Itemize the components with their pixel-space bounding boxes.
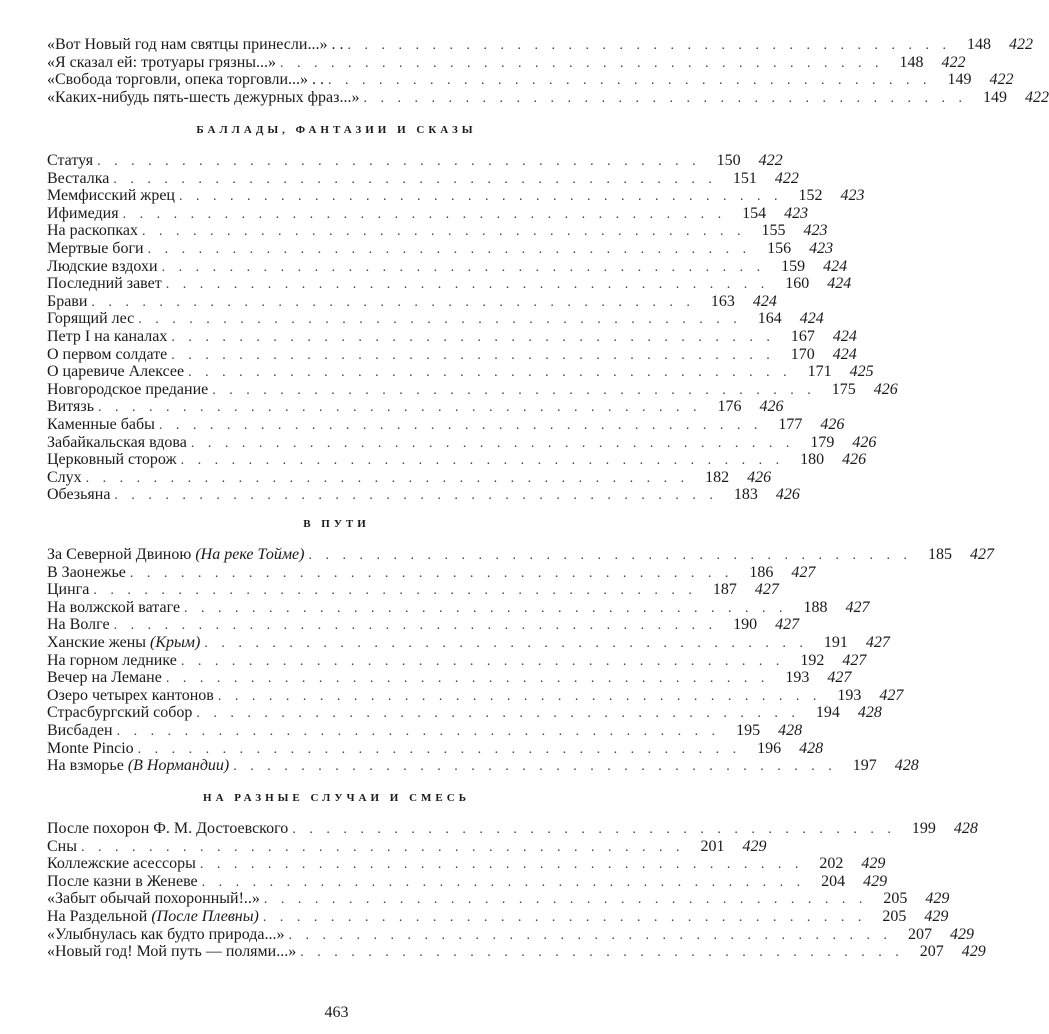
toc-entry <box>47 187 865 205</box>
entry-page: 196 <box>757 739 782 757</box>
entry-page: 150 <box>716 152 741 169</box>
entry-note-page: 422 <box>1024 88 1049 106</box>
leader-dots: . . . . . . . . . . . . . . . . . . . . . . . . . . . . . . . . . . . . <box>93 583 697 599</box>
entry-title: На горном леднике <box>47 651 177 669</box>
entry-title: На Раздельной (После Плевны) <box>47 907 259 925</box>
entry-page: 207 <box>919 943 944 961</box>
leader-dots: . . . . . . . . . . . . . . . . . . . . . . . . . . . . . . . . . . . . <box>179 189 783 205</box>
leader-dots: . . . . . . . . . . . . . . . . . . . . . . . . . . . . . . . . . . . . <box>199 857 804 873</box>
leader-dots: . . . . . . . . . . . . . . . . . . . . . . . . . . . . . . . . . . . . <box>98 400 702 416</box>
entry-page: 199 <box>911 820 936 837</box>
toc-entry <box>47 415 845 434</box>
entry-page: 171 <box>807 363 832 381</box>
entry-page: 159 <box>781 257 806 275</box>
entry-note-page: 424 <box>823 257 848 275</box>
entry-title: Брави <box>47 292 88 310</box>
entry-note-page: 427 <box>969 546 994 563</box>
entry-note-page: 422 <box>774 169 799 187</box>
entry-page: 201 <box>700 837 725 855</box>
entry-note-page: 426 <box>852 433 877 451</box>
entry-note-page: 427 <box>879 686 904 704</box>
entry-note-page: 424 <box>827 275 852 293</box>
toc-entry <box>47 310 824 328</box>
entry-page: 176 <box>717 398 742 416</box>
entry-note-page: 426 <box>820 415 845 433</box>
entry-title: «Я сказал ей: тротуары грязны...» <box>47 53 277 71</box>
entry-page: 155 <box>761 222 786 240</box>
leader-dots: . . . . . . . . . . . . . . . . . . . . . . . . . . . . . . . . . . . . <box>180 453 785 469</box>
toc-entry <box>47 398 784 416</box>
entry-note-page: 423 <box>803 222 828 240</box>
toc-entry <box>47 704 882 722</box>
toc-entry <box>47 757 919 775</box>
entry-page: 164 <box>757 310 782 328</box>
entry-title: Весталка <box>47 169 110 187</box>
toc-entry <box>47 669 852 687</box>
entry-title: После казни в Женеве <box>47 872 198 890</box>
entry-title: Витязь <box>47 398 94 416</box>
leader-dots: . . . . . . . . . . . . . . . . . . . . . . . . . . . . . . . . . . . . <box>171 347 775 363</box>
section-heading: НА РАЗНЫЕ СЛУЧАИ И СМЕСЬ <box>203 792 470 804</box>
toc-entry <box>47 275 852 293</box>
entry-title: «Каких-нибудь пять-шесть дежурных фраз...» <box>47 88 360 106</box>
entry-note-page: 422 <box>758 152 783 169</box>
leader-dots: . . . . . . . . . . . . . . . . . . . . . . . . . . . . . . . . . . . . <box>233 759 837 775</box>
toc-entry <box>47 53 966 72</box>
leader-dots: . . . . . . . . . . . . . . . . . . . . . . . . . . . . . . . . . . . . <box>308 548 912 563</box>
leader-dots: . . . . . . . . . . . . . . . . . . . . . . . . . . . . . . . . . . . . <box>180 653 785 669</box>
entry-page: 160 <box>785 275 810 293</box>
entry-title: Monte Pincio <box>47 739 134 757</box>
toc-entry <box>47 855 886 873</box>
entry-note-page: 428 <box>857 704 882 722</box>
entry-page: 190 <box>733 616 758 634</box>
toc-entry <box>47 451 867 469</box>
entry-title: Новгородское предание <box>47 380 209 398</box>
entry-title: Коллежские асессоры <box>47 855 196 873</box>
toc-entry <box>47 71 1014 89</box>
entry-title: Последний завет <box>47 275 162 293</box>
entry-page: 180 <box>800 451 825 469</box>
entry-title: Церковный сторож <box>47 451 177 469</box>
toc-entry <box>47 169 799 188</box>
leader-dots: . . . . . . . . . . . . . . . . . . . . . . . . . . . . . . . . . . . . <box>217 688 822 704</box>
entry-page: 175 <box>831 380 856 398</box>
entry-note-page: 422 <box>1008 36 1033 53</box>
entry-note-page: 426 <box>842 451 867 469</box>
leader-dots: . . . . . . . . . . . . . . . . . . . . . . . . . . . . . . . . . . . . <box>142 224 746 240</box>
leader-dots: . . . . . . . . . . . . . . . . . . . . . . . . . . . . . . . . . . . . <box>292 822 896 837</box>
entry-note-page: 424 <box>832 327 857 345</box>
leader-dots: . . . . . . . . . . . . . . . . . . . . . . . . . . . . . . . . . . . . <box>212 382 816 398</box>
entry-note-page: 427 <box>775 616 800 634</box>
entry-page: 170 <box>790 345 815 363</box>
section-heading: БАЛЛАДЫ, ФАНТАЗИИ И СКАЗЫ <box>196 124 477 136</box>
entry-page: 205 <box>883 890 908 908</box>
leader-dots: . . . . . . . . . . . . . . . . . . . . . . . . . . . . . . . . . . . . <box>190 435 795 451</box>
toc-entry <box>47 837 767 856</box>
entry-page: 194 <box>815 704 840 722</box>
entry-page: 205 <box>882 907 907 925</box>
entry-title: После похорон Ф. М. Достоевского <box>47 820 289 837</box>
toc-entry <box>47 581 779 599</box>
leader-dots: . . . . . . . . . . . . . . . . . . . . . . . . . . . . . . . . . . . . <box>188 365 792 381</box>
entry-note-page: 423 <box>840 187 865 205</box>
entry-note-page: 428 <box>894 757 919 775</box>
leader-dots: . . . . . . . . . . . . . . . . . . . . . . . . . . . . . . . . . . . . <box>347 38 951 53</box>
entry-page: 179 <box>810 433 835 451</box>
entry-title: Людские вздохи <box>47 257 158 275</box>
leader-dots: . . . . . . . . . . . . . . . . . . . . . . . . . . . . . . . . . . . . <box>91 294 695 310</box>
leader-dots: . . . . . . . . . . . . . . . . . . . . . . . . . . . . . . . . . . . . <box>161 259 766 275</box>
entry-title: Озеро четырех кантонов <box>47 686 214 704</box>
toc-entry <box>47 257 848 276</box>
leader-dots: . . . . . . . . . . . . . . . . . . . . . . . . . . . . . . . . . . . . <box>204 635 808 651</box>
entry-note-page: 426 <box>759 398 784 416</box>
leader-dots: . . . . . . . . . . . . . . . . . . . . . . . . . . . . . . . . . . . . <box>129 565 734 581</box>
leader-dots: . . . . . . . . . . . . . . . . . . . . . . . . . . . . . . . . . . . . <box>328 73 932 89</box>
leader-dots: . . . . . . . . . . . . . . . . . . . . . . . . . . . . . . . . . . . . <box>165 671 770 687</box>
entry-note-page: 429 <box>861 855 886 873</box>
entry-page: 177 <box>778 415 803 433</box>
leader-dots: . . . . . . . . . . . . . . . . . . . . . . . . . . . . . . . . . . . . <box>80 839 685 855</box>
leader-dots: . . . . . . . . . . . . . . . . . . . . . . . . . . . . . . . . . . . . <box>196 706 800 722</box>
toc-entry <box>47 890 950 908</box>
toc-entry <box>47 292 777 311</box>
section-heading: В ПУТИ <box>303 518 370 530</box>
entry-page: 154 <box>742 204 767 222</box>
entry-page: 197 <box>852 757 877 775</box>
toc-entry <box>47 633 890 652</box>
entry-title: Мемфисский жрец <box>47 187 175 205</box>
leader-dots: . . . . . . . . . . . . . . . . . . . . . . . . . . . . . . . . . . . . <box>184 600 788 616</box>
entry-note-page: 429 <box>742 837 767 855</box>
entry-page: 186 <box>749 563 774 581</box>
entry-page: 193 <box>785 669 810 687</box>
entry-page: 185 <box>927 546 952 563</box>
entry-page: 183 <box>733 486 758 504</box>
leader-dots: . . . . . . . . . . . . . . . . . . . . . . . . . . . . . . . . . . . . <box>97 154 701 169</box>
entry-subtitle: (В Нормандии) <box>127 757 230 775</box>
toc-section-continued <box>47 36 1049 106</box>
entry-page: 149 <box>982 88 1007 106</box>
toc-entry <box>47 820 978 838</box>
entry-note-page: 429 <box>925 890 950 908</box>
entry-page: 207 <box>908 925 932 943</box>
entry-title: «Вот Новый год нам святцы принесли...» . . <box>47 36 344 53</box>
entry-note-page: 422 <box>989 71 1014 89</box>
leader-dots: . . . . . . . . . . . . . . . . . . . . . . . . . . . . . . . . . . . . <box>363 90 967 106</box>
toc-entry <box>47 872 888 891</box>
leader-dots: . . . . . . . . . . . . . . . . . . . . . . . . . . . . . . . . . . . . <box>165 277 770 293</box>
toc-entry <box>47 651 867 670</box>
page-number: 463 <box>324 1004 349 1021</box>
entry-page: 151 <box>732 169 757 187</box>
entry-title: О царевиче Алексее <box>47 363 185 381</box>
entry-title: Забайкальская вдова <box>47 433 187 451</box>
leader-dots: . . . . . . . . . . . . . . . . . . . . . . . . . . . . . . . . . . . . <box>288 927 892 943</box>
entry-title: Петр I на каналах <box>47 327 168 345</box>
toc-entry <box>47 598 870 617</box>
entry-page: 195 <box>736 721 761 739</box>
entry-note-page: 424 <box>752 292 777 310</box>
toc-entry <box>47 222 828 240</box>
toc-section-miscellany <box>47 820 986 961</box>
toc-entry <box>47 88 1049 107</box>
leader-dots: . . . . . . . . . . . . . . . . . . . . . . . . . . . . . . . . . . . . <box>158 417 763 433</box>
entry-title: Сны <box>47 837 77 855</box>
entry-title: Мертвые боги <box>47 239 144 257</box>
leader-dots: . . . . . . . . . . . . . . . . . . . . . . . . . . . . . . . . . . . . <box>114 488 718 504</box>
leader-dots: . . . . . . . . . . . . . . . . . . . . . . . . . . . . . . . . . . . . <box>262 909 867 925</box>
entry-subtitle: (После Плевны) <box>151 907 259 925</box>
entry-note-page: 428 <box>778 721 803 739</box>
entry-page: 163 <box>710 292 735 310</box>
entry-title: Висбаден <box>47 721 113 739</box>
entry-title: На раскопках <box>47 222 139 240</box>
toc-entry <box>47 546 994 564</box>
leader-dots: . . . . . . . . . . . . . . . . . . . . . . . . . . . . . . . . . . . . <box>300 945 904 961</box>
leader-dots: . . . . . . . . . . . . . . . . . . . . . . . . . . . . . . . . . . . . <box>263 892 868 908</box>
entry-page: 182 <box>705 468 730 486</box>
entry-note-page: 426 <box>775 486 800 504</box>
entry-title: «Новый год! Мой путь — полями...» <box>47 943 297 961</box>
entry-title: Обезьяна <box>47 486 111 504</box>
entry-note-page: 427 <box>842 651 867 669</box>
entry-page: 188 <box>803 598 828 616</box>
leader-dots: . . . . . . . . . . . . . . . . . . . . . . . . . . . . . . . . . . . . <box>85 470 690 486</box>
entry-title: На Волге <box>47 616 110 634</box>
entry-note-page: 424 <box>799 310 824 328</box>
entry-title: За Северной Двиною (На реке Тойме) <box>47 546 305 563</box>
leader-dots: . . . . . . . . . . . . . . . . . . . . . . . . . . . . . . . . . . . . <box>137 741 742 757</box>
leader-dots: . . . . . . . . . . . . . . . . . . . . . . . . . . . . . . . . . . . . <box>201 874 806 890</box>
entry-note-page: 423 <box>809 239 834 257</box>
entry-note-page: 425 <box>849 363 874 381</box>
entry-title: «Свобода торговли, опека торговли...» . . <box>47 71 325 89</box>
entry-page: 191 <box>823 633 848 651</box>
entry-page: 204 <box>821 872 846 890</box>
toc-entry <box>47 36 1033 54</box>
leader-dots: . . . . . . . . . . . . . . . . . . . . . . . . . . . . . . . . . . . . <box>171 329 775 345</box>
entry-note-page: 429 <box>961 943 986 961</box>
leader-dots: . . . . . . . . . . . . . . . . . . . . . . . . . . . . . . . . . . . . <box>138 312 742 328</box>
entry-note-page: 426 <box>873 380 898 398</box>
toc-entry <box>47 486 800 504</box>
entry-title: Страсбургский собор <box>47 704 193 722</box>
entry-note-page: 427 <box>827 669 852 687</box>
entry-page: 167 <box>790 327 815 345</box>
toc-entry <box>47 721 803 740</box>
entry-subtitle: (Крым) <box>150 633 201 651</box>
entry-page: 148 <box>966 36 991 53</box>
toc-entry <box>47 943 986 961</box>
entry-page: 187 <box>712 581 737 599</box>
entry-page: 156 <box>767 239 792 257</box>
entry-title: «Забыт обычай похоронный!..» <box>47 890 260 908</box>
entry-title: На взморье (В Нормандии) <box>47 757 230 775</box>
leader-dots: . . . . . . . . . . . . . . . . . . . . . . . . . . . . . . . . . . . . <box>147 241 752 257</box>
toc-entry <box>47 563 816 582</box>
leader-dots: . . . . . . . . . . . . . . . . . . . . . . . . . . . . . . . . . . . . <box>122 206 727 222</box>
entry-title: Статуя <box>47 152 94 169</box>
entry-note-page: 422 <box>941 53 966 71</box>
entry-note-page: 427 <box>865 633 890 651</box>
entry-note-page: 427 <box>845 598 870 616</box>
toc-entry <box>47 616 800 634</box>
entry-note-page: 429 <box>924 907 949 925</box>
entry-note-page: 429 <box>950 925 974 943</box>
toc-section-ballads <box>47 152 898 504</box>
entry-title: Ифимедия <box>47 204 119 222</box>
entry-title: На волжской ватаге <box>47 598 181 616</box>
entry-note-page: 427 <box>754 581 779 599</box>
entry-title: Ханские жены (Крым) <box>47 633 201 651</box>
entry-note-page: 424 <box>832 345 857 363</box>
entry-page: 192 <box>800 651 825 669</box>
entry-page: 202 <box>819 855 844 873</box>
toc-entry <box>47 739 824 758</box>
toc-entry <box>47 239 834 258</box>
toc-entry <box>47 380 898 399</box>
entry-title: В Заонежье <box>47 563 126 581</box>
entry-note-page: 428 <box>953 820 978 837</box>
entry-title: «Улыбнулась как будто природа...» <box>47 925 285 943</box>
entry-note-page: 423 <box>784 204 809 222</box>
toc-entry <box>47 433 877 452</box>
entry-page: 149 <box>947 71 972 89</box>
toc-section-on-the-road <box>47 546 994 775</box>
toc-entry <box>47 327 857 346</box>
entry-page: 148 <box>899 53 924 71</box>
leader-dots: . . . . . . . . . . . . . . . . . . . . . . . . . . . . . . . . . . . . <box>113 171 717 187</box>
leader-dots: . . . . . . . . . . . . . . . . . . . . . . . . . . . . . . . . . . . . <box>116 723 721 739</box>
toc-entry <box>47 204 809 223</box>
entry-title: Каменные бабы <box>47 415 155 433</box>
entry-subtitle: (На реке Тойме) <box>195 546 305 563</box>
entry-title: Горящий лес <box>47 310 135 328</box>
leader-dots: . . . . . . . . . . . . . . . . . . . . . . . . . . . . . . . . . . . . <box>113 618 718 634</box>
toc-entry <box>47 925 974 944</box>
entry-title: О первом солдате <box>47 345 168 363</box>
toc-entry <box>47 468 772 487</box>
entry-note-page: 429 <box>863 872 888 890</box>
entry-page: 193 <box>837 686 862 704</box>
toc-entry <box>47 686 904 705</box>
entry-title: Вечер на Лемане <box>47 669 162 687</box>
toc-entry <box>47 363 874 381</box>
entry-note-page: 427 <box>791 563 816 581</box>
entry-note-page: 426 <box>747 468 772 486</box>
toc-entry <box>47 907 949 926</box>
leader-dots: . . . . . . . . . . . . . . . . . . . . . . . . . . . . . . . . . . . . <box>280 55 884 71</box>
entry-page: 152 <box>798 187 823 205</box>
entry-title: Цинга <box>47 581 90 599</box>
entry-note-page: 428 <box>799 739 824 757</box>
toc-entry <box>47 345 857 364</box>
entry-title: Слух <box>47 468 82 486</box>
toc-entry <box>47 152 783 170</box>
